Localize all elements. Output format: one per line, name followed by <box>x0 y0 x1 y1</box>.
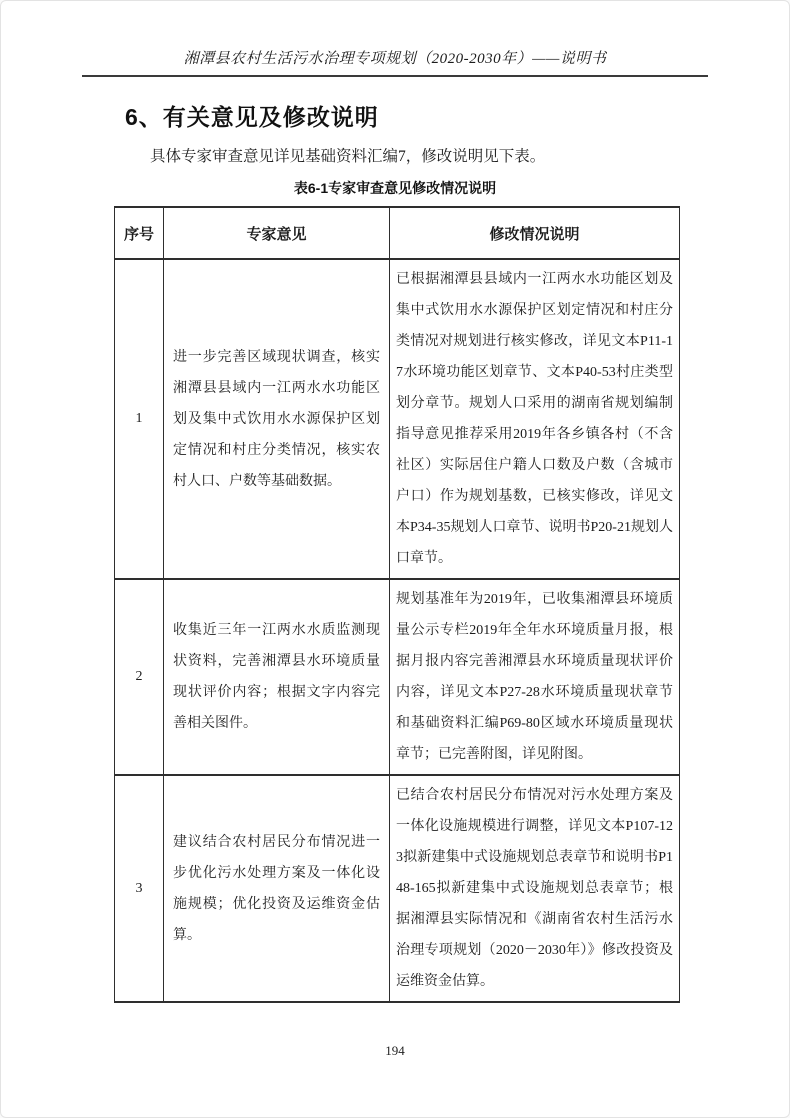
page-header-text: 湘潭县农村生活污水治理专项规划（2020-2030年）——说明书 <box>183 51 607 67</box>
expert-opinion-text: 建议结合农村居民分布情况进一步优化污水处理方案及一体化设施规模；优化投资及运维资金估算。 <box>164 775 390 1002</box>
revision-note-text: 已结合农村居民分布情况对污水处理方案及一体化设施规模进行调整，详见文本P107-123拟新建集中式设施规划总表章节和说明书P148-165拟新建集中式设施规划总表章节；根据湘潭县实际情况和《湖南省农村生活污水治理专项规划（2020－2030年）》修改投资及运维资金估算。 <box>390 775 680 1002</box>
table-caption: 表6-1专家审查意见修改情况说明 <box>293 180 497 196</box>
col-header-serial: 序号 <box>115 207 164 259</box>
expert-review-table <box>114 206 680 1003</box>
expert-opinion-text: 收集近三年一江两水水质监测现状资料，完善湘潭县水环境质量现状评价内容；根据文字内容完善相关图件。 <box>164 579 390 775</box>
col-header-revision-note: 修改情况说明 <box>390 207 680 259</box>
table-row <box>115 579 680 775</box>
row-serial: 1 <box>115 259 164 579</box>
expert-opinion-text: 进一步完善区域现状调查，核实湘潭县县域内一江两水水功能区划及集中式饮用水水源保护区划定情况和村庄分类情况，核实农村人口、户数等基础数据。 <box>164 259 390 579</box>
page-number: 194 <box>385 1043 405 1058</box>
intro-paragraph: 具体专家审查意见详见基础资料汇编7，修改说明见下表。 <box>150 148 546 165</box>
table-header-row <box>115 207 680 259</box>
page-header <box>82 47 708 77</box>
table-row <box>115 259 680 579</box>
col-header-expert-opinion: 专家意见 <box>164 207 390 259</box>
row-serial: 3 <box>115 775 164 1002</box>
revision-note-text: 已根据湘潭县县域内一江两水水功能区划及集中式饮用水水源保护区划定情况和村庄分类情况对规划进行核实修改，详见文本P11-17水环境功能区划章节、文本P40-53村庄类型划分章节。规划人口采用的湖南省规划编制指导意见推荐采用2019年各乡镇各村（不含社区）实际居住户籍人口数及户数（含城市户口）作为规划基数，已核实修改，详见文本P34-35规划人口章节、说明书P20-21规划人口章节。 <box>390 259 680 579</box>
section-title: 6、有关意见及修改说明 <box>125 104 379 130</box>
revision-note-text: 规划基准年为2019年，已收集湘潭县环境质量公示专栏2019年全年水环境质量月报，根据月报内容完善湘潭县水环境质量现状评价内容，详见文本P27-28水环境质量现状章节和基础资料汇编P69-80区域水环境质量现状章节；已完善附图，详见附图。 <box>390 579 680 775</box>
table-row <box>115 775 680 1002</box>
row-serial: 2 <box>115 579 164 775</box>
